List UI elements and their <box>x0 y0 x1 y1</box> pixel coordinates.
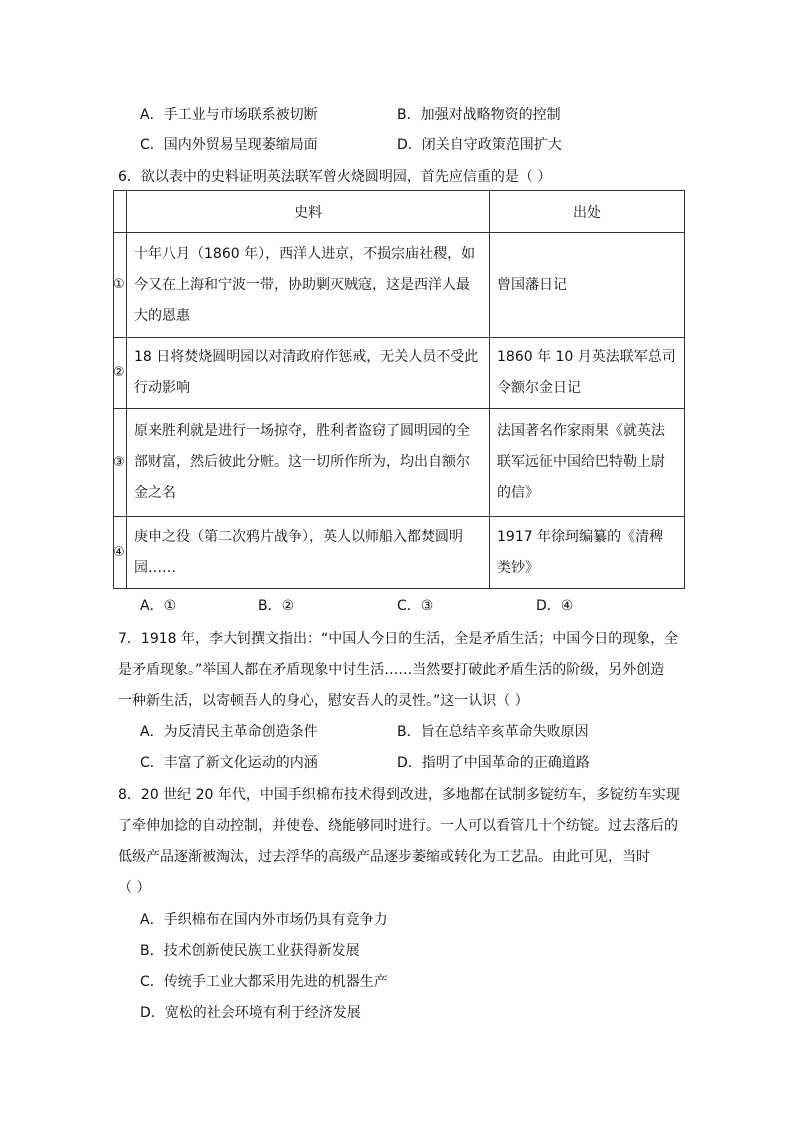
row-source: 法国著名作家雨果《就英法联军远征中国给巴特勒上尉的信》 <box>497 423 665 501</box>
header-source: 出处 <box>490 191 685 233</box>
row-material: 庚申之役（第二次鸦片战争），英人以师船入都焚圆明园…… <box>134 528 463 576</box>
row-material: 原来胜利就是进行一场掠夺，胜利者盗窃了圆明园的全部财富，然后彼此分赃。这一切所作所为，均出自额尔金之名 <box>134 423 470 501</box>
q8-option-a: A．手织棉布在国内外市场仍具有竞争力 <box>140 912 388 928</box>
header-num-cell <box>114 191 127 233</box>
table-row <box>114 409 685 517</box>
q6-option-b: B．② <box>258 598 295 614</box>
table-row <box>114 338 685 409</box>
row-source: 1917 年徐珂编纂的《清稗类钞》 <box>497 528 664 576</box>
q7-option-c: C．丰富了新文化运动的内涵 <box>140 755 318 771</box>
row-number: ② <box>113 365 125 380</box>
q5-option-d: D．闭关自守政策范围扩大 <box>397 137 562 153</box>
header-material: 史料 <box>127 191 490 233</box>
q7-stem-line: 7．1918 年，李大钊撰文指出：“中国人今日的生活，全是矛盾生活；中国今日的现象，全 <box>118 631 679 647</box>
q7-stem-line: 是矛盾现象。”举国人都在矛盾现象中讨生活……当然要打破此矛盾生活的阶级，另外创造 <box>118 662 665 678</box>
q5-option-c: C．国内外贸易呈现萎缩局面 <box>140 137 318 153</box>
table-row <box>114 233 685 338</box>
row-number: ③ <box>113 454 125 470</box>
q7-option-a: A．为反清民主革命创造条件 <box>140 724 318 740</box>
table-header-row <box>114 191 685 233</box>
row-material: 18 日将焚烧圆明园以对清政府作惩戒，无关人员不受此行动影响 <box>134 349 479 396</box>
q8-stem-line: 8．20 世纪 20 年代，中国手织棉布技术得到改进，多地都在试制多锭纺车，多锭纺车实现 <box>118 787 680 803</box>
row-number: ① <box>113 277 125 292</box>
row-number: ④ <box>113 544 125 560</box>
table-row <box>114 517 685 589</box>
q6-stem: 6．欲以表中的史料证明英法联军曾火烧圆明园，首先应信重的是（ ） <box>118 169 552 185</box>
row-source: 曾国藩日记 <box>497 276 567 293</box>
q5-option-a: A．手工业与市场联系被切断 <box>140 107 318 123</box>
source-table <box>113 190 685 589</box>
q8-option-d: D．宽松的社会环境有利于经济发展 <box>140 1005 361 1021</box>
q7-option-b: B．旨在总结辛亥革命失败原因 <box>397 724 589 740</box>
q8-option-c: C．传统手工业大都采用先进的机器生产 <box>140 974 388 990</box>
q5-option-b: B．加强对战略物资的控制 <box>397 107 561 123</box>
q8-option-b: B．技术创新使民族工业获得新发展 <box>140 943 360 959</box>
q8-stem-line: 了牵伸加捻的自动控制，并使卷、绕能够同时进行。一人可以看管几十个纺锭。过去落后的 <box>118 818 678 834</box>
q8-stem-line: （ ） <box>118 880 151 896</box>
q6-option-d: D．④ <box>536 598 574 614</box>
q7-stem-line: 一种新生活，以寄顿吾人的身心，慰安吾人的灵性。”这一认识（ ） <box>118 693 529 709</box>
q7-option-d: D．指明了中国革命的正确道路 <box>397 755 590 771</box>
row-source: 1860 年 10 月英法联军总司令额尔金日记 <box>497 349 676 396</box>
q6-option-c: C．③ <box>397 598 434 614</box>
q6-option-a: A．① <box>140 598 177 614</box>
q8-stem-line: 低级产品逐渐被淘汰，过去浮华的高级产品逐步萎缩或转化为工艺品。由此可见，当时 <box>118 849 650 865</box>
row-material: 十年八月（1860 年），西洋人进京，不损宗庙社稷，如今又在上海和宁波一带，协助剿灭贼寇，这是西洋人最大的恩惠 <box>134 245 476 324</box>
